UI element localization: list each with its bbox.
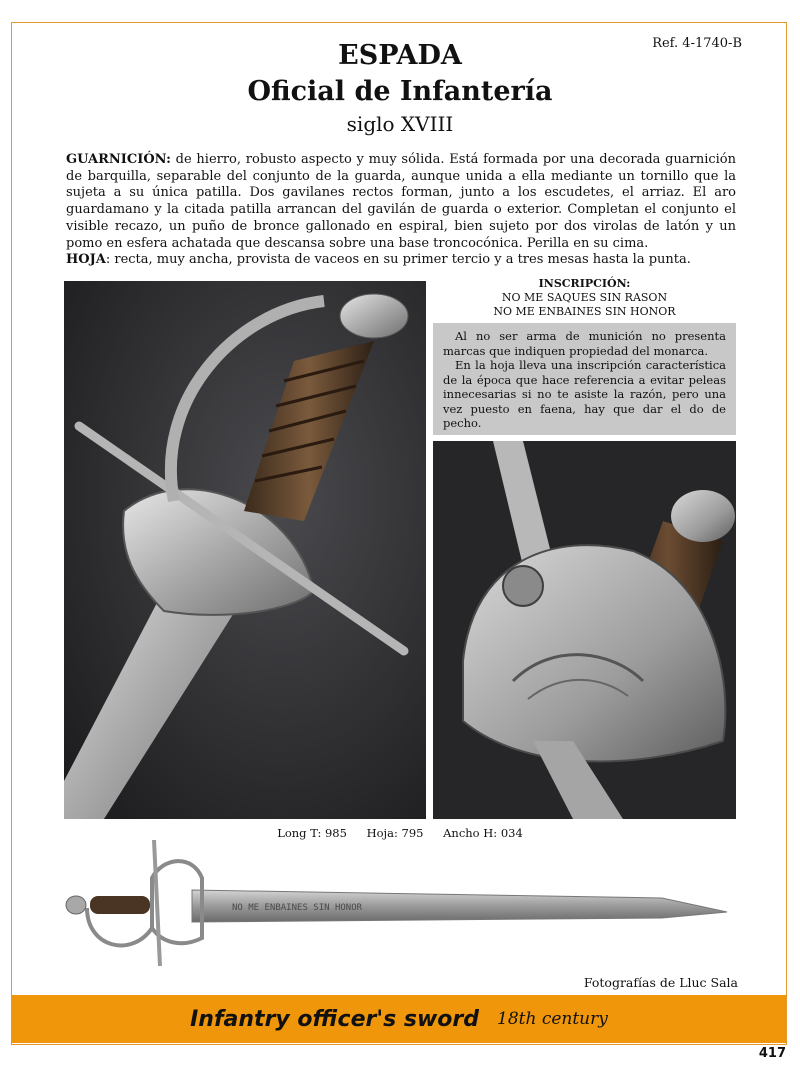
dimension-width: Ancho H: 034 xyxy=(443,826,523,840)
title-subtitle: Oficial de Infantería xyxy=(247,76,553,107)
blade-engraving: NO ME ENBAINES SIN HONOR xyxy=(232,903,363,913)
description xyxy=(66,152,736,269)
english-title: Infantry officer's sword xyxy=(190,1006,479,1032)
note-paragraph-2: En la hoja lleva una inscripción característica de la época que hace referencia a evitar peleas innecesarias si no te asiste la razón, pero una vez puesto en faena, hay que dar el do de pecho. xyxy=(443,358,726,430)
page-number: 417 xyxy=(758,1046,786,1061)
full-sword-photo xyxy=(62,838,742,970)
note-paragraph-1: Al no ser arma de munición no presenta marcas que indiquen propiedad del monarca. xyxy=(443,329,726,358)
dimension-length: Long T: 985 xyxy=(277,826,347,840)
reference-number: Ref. 4-1740-B xyxy=(652,36,742,51)
guard-detail-photo xyxy=(433,441,736,819)
note-box xyxy=(433,323,736,435)
photo-credit: Fotografías de Lluc Sala xyxy=(583,975,738,990)
inscription-line-1: NO ME SAQUES SIN RASON xyxy=(501,291,668,304)
hilt-photo xyxy=(64,281,426,819)
inscription-block xyxy=(433,277,736,319)
guarnicion-text: de hierro, robusto aspecto y muy sólida. Está formada por una decorada guarnición de barquilla, separable del conjunto de la guarda, aunque unida a ella mediante un tornillo que la sujeta a su única patilla. Dos gavilanes rectos forman, junto a los escudetes, el arriaz. El aro guardamano y la citada patilla arrancan del gavilán de guarda o exterior. Completan el conjunto el visible recazo, un puño de bronce gallonado en espiral, bien sujeto por dos virolas de latón y un pomo en esfera achatada que descansa sobre una base troncocónica. Perilla en su cima. xyxy=(66,152,736,251)
guard-detail-drawing xyxy=(433,441,736,819)
inscription-line-2: NO ME ENBAINES SIN HONOR xyxy=(493,305,676,318)
english-title-banner xyxy=(12,995,786,1043)
dimension-blade: Hoja: 795 xyxy=(366,826,424,840)
title-century: siglo XVIII xyxy=(346,112,454,136)
guarnicion-paragraph xyxy=(66,152,736,252)
hoja-text: : recta, muy ancha, provista de vaceos en su primer tercio y a tres mesas hasta la punta. xyxy=(105,252,691,268)
hilt-photo-drawing xyxy=(64,281,426,819)
full-sword-drawing xyxy=(62,838,742,970)
english-century: 18th century xyxy=(497,1009,608,1029)
inscription-heading: INSCRIPCIÓN: xyxy=(538,277,631,290)
guarnicion-label: GUARNICIÓN: xyxy=(66,152,171,167)
hoja-label: HOJA xyxy=(66,252,106,268)
title-main: ESPADA xyxy=(338,40,462,71)
hoja-paragraph xyxy=(66,252,736,269)
